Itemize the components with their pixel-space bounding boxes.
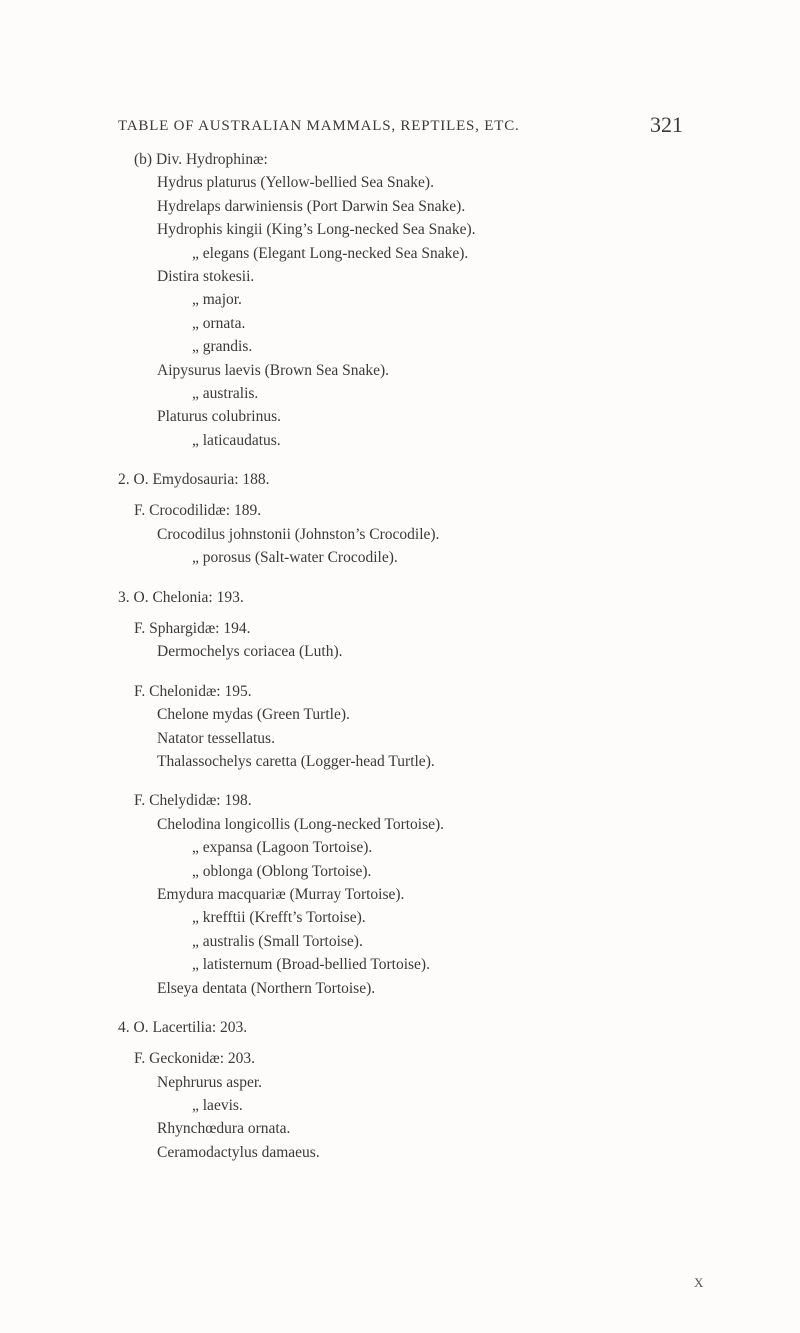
spacer bbox=[0, 1039, 800, 1047]
list-item-text: „ australis (Small Tortoise). bbox=[192, 932, 363, 950]
list-item-text: F. Chelydidæ: 198. bbox=[134, 792, 252, 810]
list-item-text: Thalassochelys caretta (Logger-head Turtle). bbox=[157, 752, 435, 770]
list-item-text: Platurus colubrinus. bbox=[157, 408, 281, 426]
list-item bbox=[0, 523, 800, 546]
list-item bbox=[0, 703, 800, 726]
list-item bbox=[0, 1141, 800, 1164]
spacer bbox=[0, 664, 800, 680]
list-item-text: „ ornata. bbox=[192, 314, 246, 332]
page-header bbox=[0, 108, 800, 144]
list-item bbox=[0, 1047, 800, 1070]
list-item bbox=[0, 586, 800, 609]
spacer bbox=[0, 609, 800, 617]
list-item-text: Crocodilus johnstonii (Johnston’s Crocodile). bbox=[157, 525, 440, 543]
list-item bbox=[0, 836, 800, 859]
signature-mark: X bbox=[694, 1275, 704, 1290]
list-item bbox=[0, 813, 800, 836]
list-item-text: F. Sphargidæ: 194. bbox=[134, 620, 251, 638]
list-item bbox=[0, 148, 800, 171]
list-item-text: „ porosus (Salt-water Crocodile). bbox=[192, 549, 398, 567]
list-item bbox=[0, 640, 800, 663]
list-item-text: „ laticaudatus. bbox=[192, 431, 281, 449]
list-item-text: Hydrelaps darwiniensis (Port Darwin Sea Snake). bbox=[157, 197, 466, 215]
taxonomy-list bbox=[0, 148, 800, 1164]
list-item bbox=[0, 953, 800, 976]
list-item bbox=[0, 883, 800, 906]
list-item-text: F. Geckonidæ: 203. bbox=[134, 1050, 256, 1068]
list-item bbox=[0, 1117, 800, 1140]
running-head: TABLE OF AUSTRALIAN MAMMALS, REPTILES, ETC. bbox=[118, 118, 520, 134]
list-item-text: (b) Div. Hydrophinæ: bbox=[134, 151, 268, 168]
list-item-text: Distira stokesii. bbox=[157, 267, 255, 285]
list-item-text: „ oblonga (Oblong Tortoise). bbox=[192, 862, 372, 880]
list-item bbox=[0, 265, 800, 288]
list-item bbox=[0, 617, 800, 640]
spacer bbox=[0, 773, 800, 789]
list-item-text: „ krefftii (Krefft’s Tortoise). bbox=[192, 909, 366, 927]
list-item bbox=[0, 727, 800, 750]
list-item-text: Emydura macquariæ (Murray Tortoise). bbox=[157, 885, 405, 903]
list-item bbox=[0, 906, 800, 929]
list-item bbox=[0, 1016, 800, 1039]
list-item-text: „ elegans (Elegant Long-necked Sea Snake). bbox=[192, 244, 469, 262]
page-number: 321 bbox=[650, 112, 683, 137]
list-item bbox=[0, 242, 800, 265]
list-item bbox=[0, 195, 800, 218]
list-item-text: „ expansa (Lagoon Tortoise). bbox=[192, 839, 373, 857]
list-item-text: „ latisternum (Broad-bellied Tortoise). bbox=[192, 956, 430, 974]
list-item bbox=[0, 680, 800, 703]
list-item-text: Nephrurus asper. bbox=[157, 1073, 263, 1091]
list-item bbox=[0, 382, 800, 405]
list-item-text: F. Chelonidæ: 195. bbox=[134, 682, 252, 700]
spacer bbox=[0, 570, 800, 586]
list-item-text: „ australis. bbox=[192, 384, 259, 402]
list-item bbox=[0, 750, 800, 773]
list-item bbox=[0, 860, 800, 883]
list-item-text: Ceramodactylus damaeus. bbox=[157, 1143, 320, 1161]
list-item bbox=[0, 288, 800, 311]
list-item bbox=[0, 546, 800, 569]
list-item-text: Aipysurus laevis (Brown Sea Snake). bbox=[157, 361, 390, 379]
list-item bbox=[0, 930, 800, 953]
list-item-text: Chelodina longicollis (Long-necked Tortoise). bbox=[157, 815, 445, 833]
list-item-text: F. Crocodilidæ: 189. bbox=[134, 502, 262, 520]
list-item bbox=[0, 499, 800, 522]
list-item-text: 4. O. Lacertilia: 203. bbox=[118, 1018, 248, 1036]
list-item-text: Dermochelys coriacea (Luth). bbox=[157, 643, 343, 661]
list-item bbox=[0, 312, 800, 335]
list-item bbox=[0, 405, 800, 428]
list-item-text: 2. O. Emydosauria: 188. bbox=[118, 471, 270, 489]
list-item-text: Elseya dentata (Northern Tortoise). bbox=[157, 979, 376, 997]
list-item bbox=[0, 218, 800, 241]
list-item bbox=[0, 429, 800, 452]
spacer bbox=[0, 452, 800, 468]
list-item bbox=[0, 1094, 800, 1117]
list-item-text: „ major. bbox=[192, 291, 242, 309]
list-item bbox=[0, 977, 800, 1000]
list-item-text: Natator tessellatus. bbox=[157, 729, 275, 747]
list-item bbox=[0, 171, 800, 194]
list-item bbox=[0, 1071, 800, 1094]
list-item bbox=[0, 335, 800, 358]
list-item-text: „ laevis. bbox=[192, 1097, 243, 1115]
list-item bbox=[0, 789, 800, 812]
list-item-text: 3. O. Chelonia: 193. bbox=[118, 588, 244, 606]
list-item-text: Hydrus platurus (Yellow-bellied Sea Snake). bbox=[157, 174, 434, 192]
list-item bbox=[0, 468, 800, 491]
spacer bbox=[0, 491, 800, 499]
list-item bbox=[0, 359, 800, 382]
list-item-text: Hydrophis kingii (King’s Long-necked Sea Snake). bbox=[157, 221, 476, 239]
list-item-text: „ grandis. bbox=[192, 338, 253, 356]
list-item-text: Rhynchœdura ornata. bbox=[157, 1120, 291, 1138]
spacer bbox=[0, 1000, 800, 1016]
list-item-text: Chelone mydas (Green Turtle). bbox=[157, 706, 350, 724]
